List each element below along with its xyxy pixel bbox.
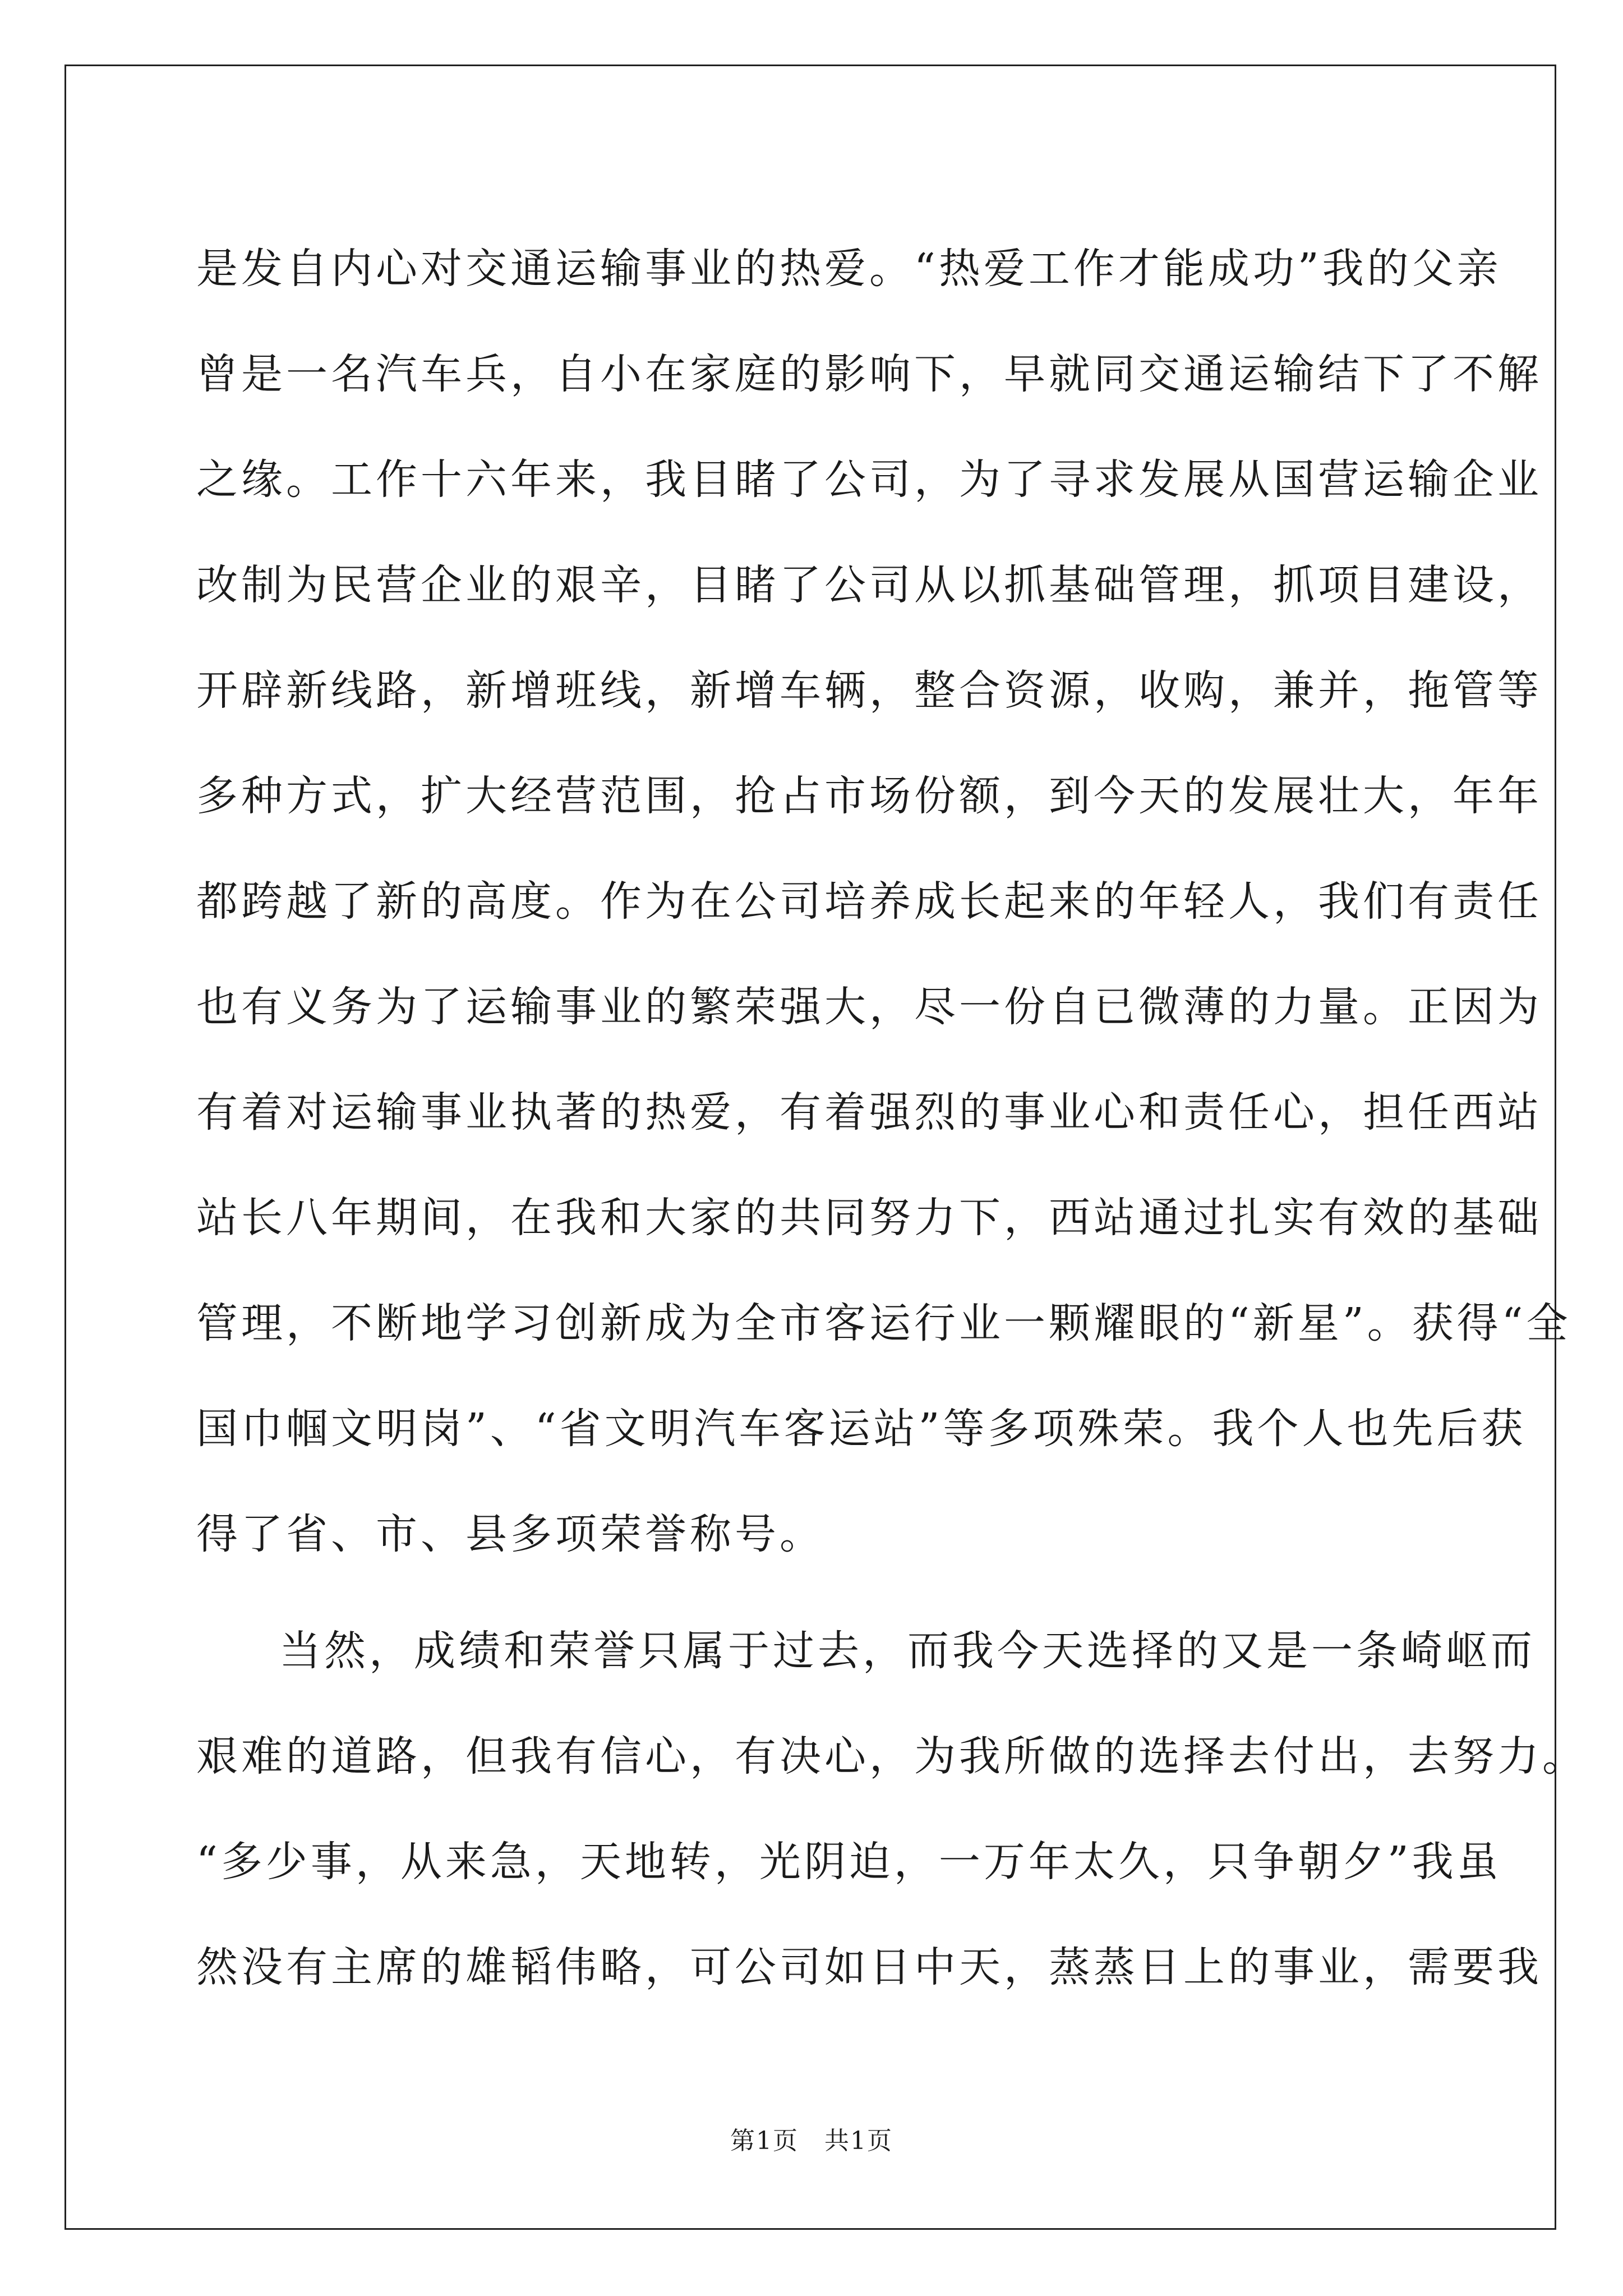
text-line: 开辟新线路，新增班线，新增车辆，整合资源，收购，兼并，拖管等 bbox=[196, 666, 1542, 715]
text-line: 管理，不断地学习创新成为全市客运行业一颗耀眼的“新星”。获得“全 bbox=[196, 1299, 1571, 1347]
text-line: 然没有主席的雄韬伟略，可公司如日中天，蒸蒸日上的事业，需要我 bbox=[196, 1943, 1542, 1991]
text-line: “多少事，从来急，天地转，光阴迫，一万年太久，只争朝夕”我虽 bbox=[196, 1838, 1502, 1886]
page-number-footer: 第1页 共1页 bbox=[730, 2127, 893, 2155]
text-line: 得了省、市、县多项荣誉称号。 bbox=[196, 1510, 824, 1558]
text-line: 多种方式，扩大经营范围，抢占市场份额，到今天的发展壮大，年年 bbox=[196, 772, 1542, 820]
text-line: 之缘。工作十六年来，我目睹了公司，为了寻求发展从国营运输企业 bbox=[196, 455, 1542, 504]
text-line: 当然，成绩和荣誉只属于过去，而我今天选择的又是一条崎岖而 bbox=[279, 1627, 1536, 1675]
paragraph-2 bbox=[196, 1598, 1587, 2020]
text-line: 曾是一名汽车兵，自小在家庭的影响下，早就同交通运输结下了不解 bbox=[196, 350, 1542, 398]
text-line: 也有义务为了运输事业的繁荣强大，尽一份自已微薄的力量。正因为 bbox=[196, 983, 1542, 1031]
text-line: 都跨越了新的高度。作为在公司培养成长起来的年轻人，我们有责任 bbox=[196, 877, 1542, 926]
text-line: 是发自内心对交通运输事业的热爱。“热爱工作才能成功”我的父亲 bbox=[196, 245, 1502, 293]
text-line: 有着对运输事业执著的热爱，有着强烈的事业心和责任心，担任西站 bbox=[196, 1088, 1542, 1137]
document-body bbox=[196, 216, 1587, 2020]
text-line: 改制为民营企业的艰辛，目睹了公司从以抓基础管理，抓项目建设， bbox=[196, 561, 1542, 609]
paragraph-spacer bbox=[196, 1587, 1430, 1598]
text-line: 艰难的道路，但我有信心，有决心，为我所做的选择去付出，去努力。 bbox=[196, 1732, 1587, 1780]
text-line: 国巾帼文明岗”、“省文明汽车客运站”等多项殊荣。我个人也先后获 bbox=[196, 1405, 1527, 1453]
text-line: 站长八年期间，在我和大家的共同努力下，西站通过扎实有效的基础 bbox=[196, 1194, 1542, 1242]
paragraph-1 bbox=[196, 216, 1571, 1587]
